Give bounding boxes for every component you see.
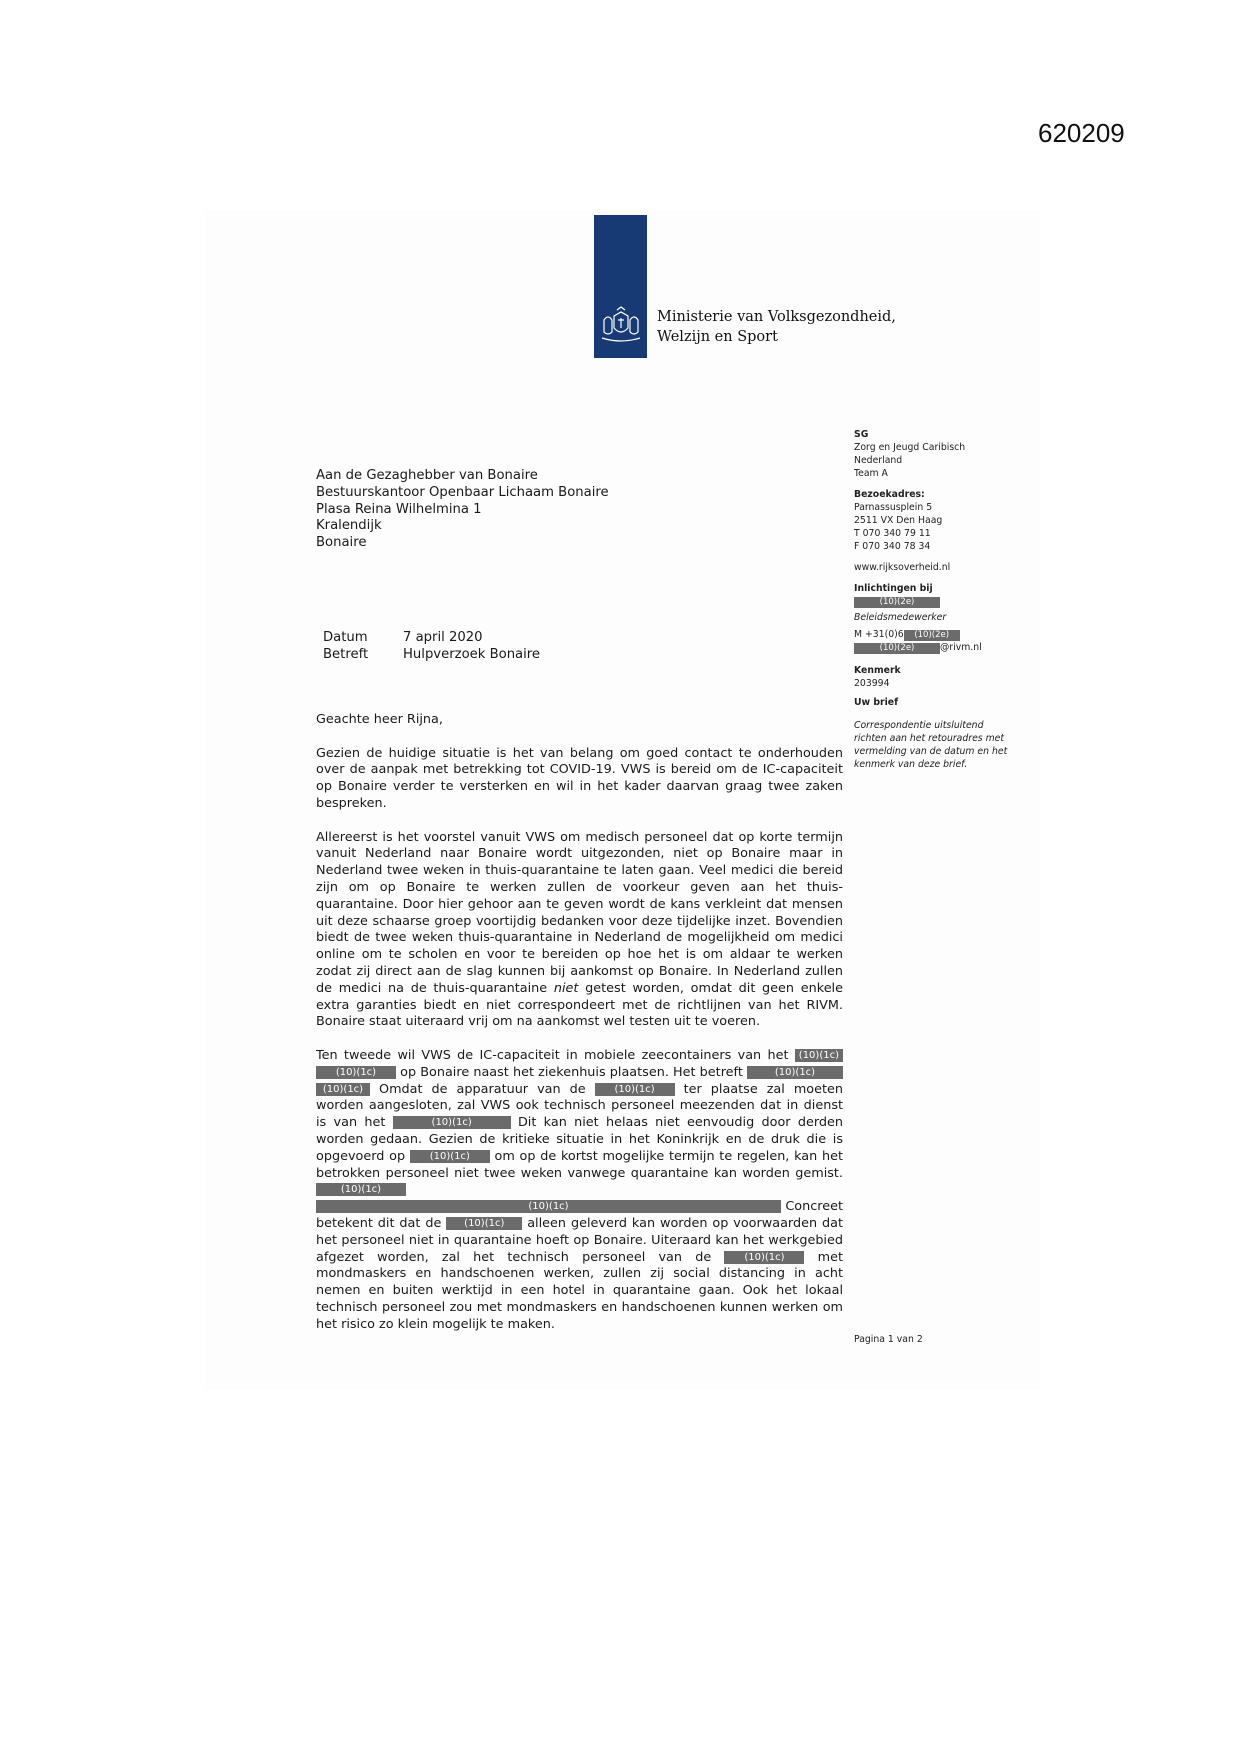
letter-body: [316, 712, 843, 1333]
sidebar-org: Zorg en Jeugd Caribisch: [854, 442, 966, 453]
role: Beleidsmedewerker: [854, 612, 947, 623]
email-suffix: @rivm.nl: [940, 642, 982, 653]
royal-crest-icon: [598, 306, 644, 346]
paragraph-3: Ten tweede wil VWS de IC-capaciteit in mobiele zeecontainers van het (10)(1c) (10)(1c) op Bonaire naast het ziekenhuis plaatsen. Het betreft (10)(1c) (10)(1c) Omdat de apparatuur van de (10)(1c) ter plaatse zal moeten worden aangesloten, zal VWS ook technisch personeel meezenden dat in dienst is van het (10)(1c) Dit kan niet helaas niet eenvoudig door derden worden gedaan. Gezien de kritieke situatie in het Koninkrijk en de druk die is opgevoerd op (10)(1c) om op de kortst mogelijke termijn te regelen, kan het betrokken personeel niet twee weken vanwege quarantaine kan worden gemist. (10)(1c) (10)(1c) Concreet betekent dit dat de (10)(1c) alleen geleverd kan worden op voorwaarden dat het personeel niet in quarantaine hoeft op Bonaire. Uiteraard kan het werkgebied afgezet worden, zal het technisch personeel van de (10)(1c) met mondmaskers en handschoenen werken, zullen zij social distancing in acht nemen en buiten werktijd in een hotel in quarantaine gaan. Ook het lokaal technisch personeel zou met mondmaskers en handschoenen kunnen werken om het risico zo klein mogelijk te maken.: [316, 1047, 843, 1332]
redaction-block: (10)(2e): [904, 630, 960, 641]
website: www.rijksoverheid.nl: [854, 562, 951, 573]
fax: F 070 340 78 34: [854, 541, 931, 552]
letter-meta: [323, 629, 540, 663]
betreft-value: Hulpverzoek Bonaire: [403, 647, 541, 662]
address-line: Kralendijk: [316, 518, 382, 534]
redaction-block: (10)(1c): [316, 1083, 370, 1096]
kenmerk-label: Kenmerk: [854, 665, 901, 676]
sidebar-org: Team A: [854, 468, 888, 479]
recipient-address: [316, 468, 609, 552]
kenmerk-value: 203994: [854, 678, 890, 689]
document-number: 620209: [1038, 118, 1125, 148]
redaction-block: (10)(1c): [393, 1116, 511, 1129]
inlichtingen-label: Inlichtingen bij: [854, 583, 933, 594]
correspondence-note: Correspondentie uitsluitend richten aan het retouradres met vermelding van de datum en het kenmerk van deze brief.: [854, 720, 1008, 770]
redaction-block: (10)(1c): [316, 1183, 406, 1196]
redaction-block: (10)(2e): [854, 597, 940, 608]
phone: T 070 340 79 11: [854, 528, 931, 539]
address-line: Bonaire: [316, 535, 367, 551]
redaction-block: (10)(1c): [747, 1066, 843, 1079]
redaction-block: (10)(1c): [316, 1200, 781, 1213]
sender-sidebar: [854, 428, 1014, 771]
redaction-block: (10)(1c): [595, 1083, 675, 1096]
datum-value: 7 april 2020: [403, 630, 483, 645]
mobile-prefix: M +31(0)6: [854, 629, 904, 640]
sidebar-sg: SG: [854, 429, 869, 440]
redaction-block: (10)(1c): [795, 1049, 843, 1062]
sidebar-org: Nederland: [854, 455, 903, 466]
ministry-name: Ministerie van Volksgezondheid, Welzijn en Sport: [657, 309, 896, 345]
redaction-block: (10)(1c): [410, 1150, 490, 1163]
visit-street: Parnassusplein 5: [854, 502, 933, 513]
visit-postcode: 2511 VX Den Haag: [854, 515, 943, 526]
betreft-label: Betreft: [323, 647, 369, 662]
salutation: Geachte heer Rijna,: [316, 712, 443, 727]
address-line: Aan de Gezaghebber van Bonaire: [316, 468, 538, 483]
redaction-block: (10)(1c): [316, 1066, 396, 1079]
datum-label: Datum: [323, 630, 368, 645]
paragraph-2: Allereerst is het voorstel vanuit VWS om medisch personeel dat op korte termijn vanuit Nederland naar Bonaire wordt uitgezonden, niet op Bonaire maar in Nederland twee weken in thuis-quarantaine te laten gaan. Veel medici die bereid zijn om op Bonaire te werken zullen de voorkeur geven aan het thuis-quarantaine. Door hier gehoor aan te geven wordt de kans verkleint dat mensen uit deze schaarse groep voortijdig bedanken voor deze tijdelijke inzet. Bovendien biedt de twee weken thuis-quarantaine in Nederland de mogelijkheid om medici online om te scholen en voor te bereiden op hoe het is om aldaar te werken zodat zij direct aan de slag kunnen bij aankomst op Bonaire. In Nederland zullen de medici na de thuis-quarantaine niet getest worden, omdat dit geen enkele extra garanties biedt en niet correspondeert met de richtlijnen van het RIVM. Bonaire staat uiteraard vrij om na aankomst wel testen uit te voeren.: [316, 829, 843, 1030]
page-number: Pagina 1 van 2: [854, 1334, 923, 1345]
redaction-block: (10)(2e): [854, 643, 940, 654]
visit-address-label: Bezoekadres:: [854, 489, 925, 500]
uw-brief-label: Uw brief: [854, 697, 899, 708]
address-line: Bestuurskantoor Openbaar Lichaam Bonaire: [316, 484, 609, 500]
paragraph-1: Gezien de huidige situatie is het van belang om goed contact te onderhouden over de aanpak met betrekking tot COVID-19. VWS is bereid om de IC-capaciteit op Bonaire verder te versterken en wil in het kader daarvan graag twee zaken bespreken.: [316, 745, 843, 811]
address-line: Plasa Reina Wilhelmina 1: [316, 501, 482, 517]
redaction-block: (10)(1c): [724, 1251, 804, 1264]
redaction-block: (10)(1c): [446, 1217, 522, 1230]
